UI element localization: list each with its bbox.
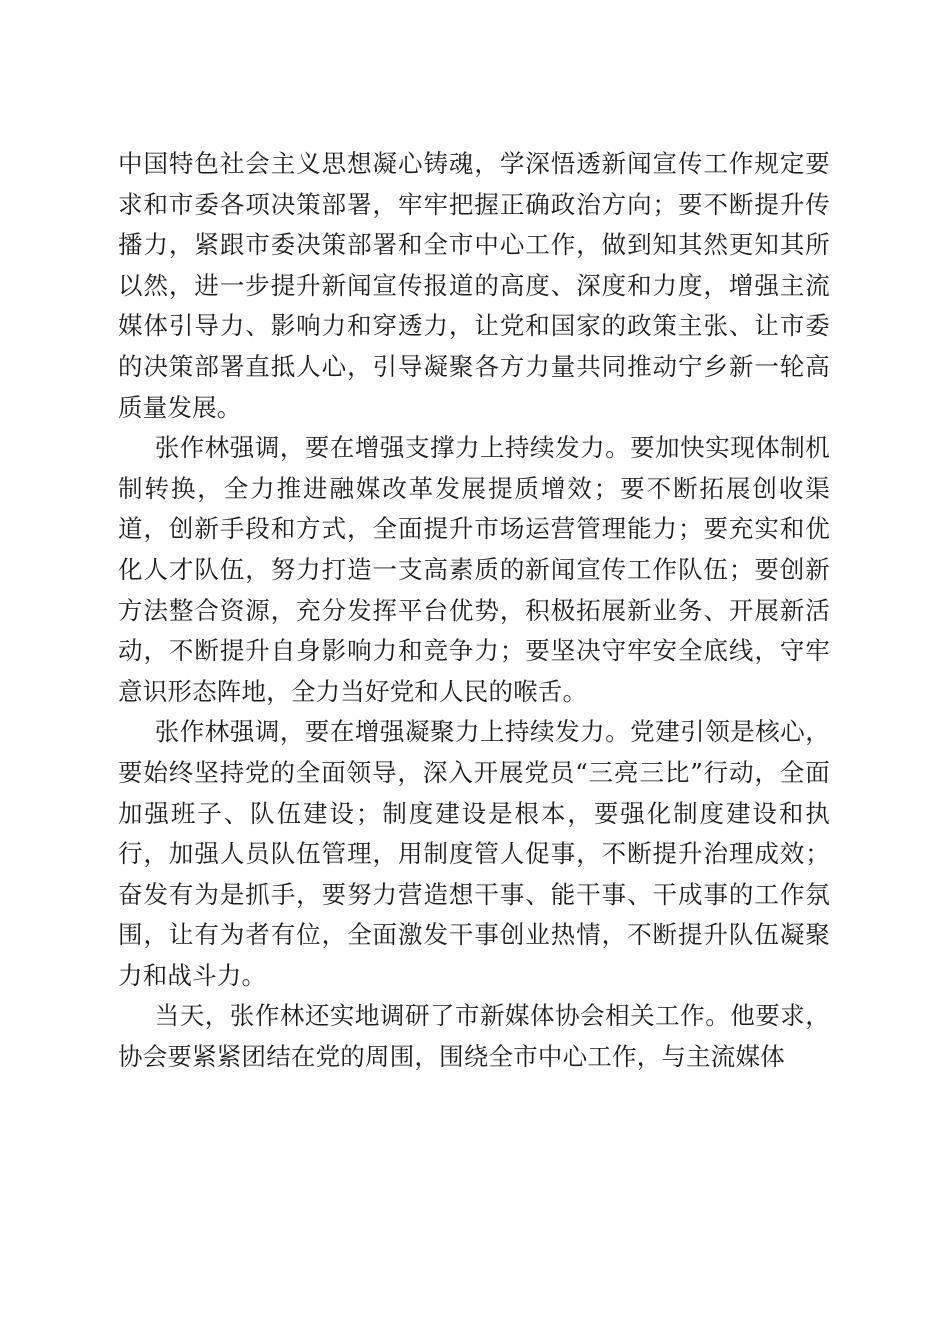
paragraph-support-capacity: 张作林强调，要在增强支撑力上持续发力。要加快实现体制机制转换，全力推进融媒改革发展提质增效；要不断拓展创收渠道，创新手段和方式，全面提升市场运营管理能力；要充实和优化人才队伍，努力打造一支高素质的新闻宣传工作队伍；要创新方法整合资源，充分发挥平台优势，积极拓展新业务、开展新活动，不断提升自身影响力和竞争力；要坚决守牢安全底线，守牢意识形态阵地，全力当好党和人民的喉舌。	[118, 433, 830, 706]
article-body	[118, 144, 830, 1078]
paragraph-cohesion: 张作林强调，要在增强凝聚力上持续发力。党建引领是核心，要始终坚持党的全面领导，深入开展党员“三亮三比”行动，全面加强班子、队伍建设；制度建设是根本，要强化制度建设和执行，加强人员队伍管理，用制度管人促事，不断提升治理成效；奋发有为是抓手，要努力营造想干事、能干事、干成事的工作氛围，让有为者有位，全面激发干事创业热情，不断提升队伍凝聚力和战斗力。	[118, 717, 830, 990]
paragraph-new-media-association: 当天，张作林还实地调研了市新媒体协会相关工作。他要求，协会要紧紧团结在党的周围，围绕全市中心工作，与主流媒体	[118, 1001, 830, 1072]
paragraph-continuation: 中国特色社会主义思想凝心铸魂，学深悟透新闻宣传工作规定要求和市委各项决策部署，牢牢把握正确政治方向；要不断提升传播力，紧跟市委决策部署和全市中心工作，做到知其然更知其所以然，进一步提升新闻宣传报道的高度、深度和力度，增强主流媒体引导力、影响力和穿透力，让党和国家的政策主张、让市委的决策部署直抵人心，引导凝聚各方力量共同推动宁乡新一轮高质量发展。	[118, 149, 830, 422]
